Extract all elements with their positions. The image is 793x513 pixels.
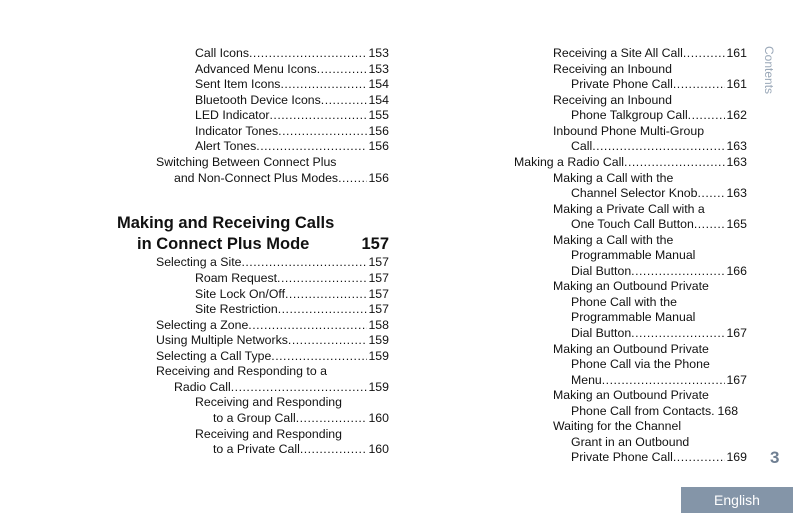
toc-entry-line[interactable]: Receiving an Inbound [553, 62, 672, 76]
toc-entry-line[interactable]: Making an Outbound Private [553, 279, 709, 293]
toc-entry[interactable] [195, 124, 389, 139]
toc-entry-line[interactable]: Making an Outbound Private [553, 342, 709, 356]
toc-entry[interactable] [195, 108, 389, 123]
toc-entry-line[interactable]: Making a Call with the [553, 171, 674, 185]
toc-entry-title: Sent Item Icons [195, 77, 281, 91]
toc-entry[interactable]: Site Lock On/Off ..... 157 [195, 287, 389, 302]
toc-entry-line[interactable]: Making a Private Call with a [553, 202, 705, 216]
toc-entry-title: LED Indicator [195, 108, 270, 122]
toc-entry[interactable]: Dial Button ..... 166 [571, 264, 747, 279]
toc-entry-title: Bluetooth Device Icons [195, 93, 321, 107]
toc-entry-radio[interactable]: Radio Call ..... 159 [174, 380, 389, 395]
toc-entry-switching-line1[interactable]: Switching Between Connect Plus [156, 155, 337, 169]
toc-entry[interactable]: Site Restriction ..... 157 [195, 302, 389, 317]
toc-entry-switching[interactable]: and Non-Connect Plus Modes ..... 156 [174, 171, 389, 186]
toc-entry[interactable] [195, 93, 389, 108]
toc-entry-line[interactable]: Programmable Manual [571, 248, 696, 262]
toc-entry-title: Alert Tones [195, 139, 257, 153]
toc-entry-radio-line1[interactable]: Receiving and Responding to a [156, 364, 327, 378]
toc-entry-page: 154 [368, 93, 389, 107]
toc-entry[interactable]: Channel Selector Knob ..... 163 [571, 186, 747, 201]
toc-entry-page: 154 [368, 77, 389, 91]
toc-entry-line[interactable]: Phone Call via the Phone [571, 357, 710, 371]
toc-entry-line[interactable]: Programmable Manual [571, 310, 696, 324]
toc-entry[interactable]: Selecting a Call Type ..... 159 [156, 349, 389, 364]
toc-entry-private[interactable]: to a Private Call ..... 160 [213, 442, 389, 457]
toc-entry-title: Call Icons [195, 46, 249, 60]
toc-entry-line[interactable]: Inbound Phone Multi-Group [553, 124, 705, 138]
toc-entry[interactable]: Private Phone Call ..... 169 [571, 450, 747, 465]
page-number: 3 [770, 448, 780, 467]
section-title-line1[interactable]: Making and Receiving Calls [117, 214, 335, 232]
toc-entry[interactable]: One Touch Call Button ..... 165 [571, 217, 747, 232]
toc-entry[interactable]: Selecting a Site ..... 157 [156, 255, 389, 270]
toc-entry[interactable]: Phone Call from Contacts. 168 [571, 404, 739, 418]
toc-entry[interactable] [195, 139, 389, 154]
toc-entry[interactable]: Using Multiple Networks ..... 159 [156, 333, 389, 348]
toc-entry[interactable]: Roam Request ..... 157 [195, 271, 389, 286]
toc-entry-page: 153 [368, 46, 389, 60]
toc-entry-line[interactable]: Phone Call with the [571, 295, 677, 309]
toc-entry-title: Indicator Tones [195, 124, 279, 138]
toc-entry-line[interactable]: Making a Call with the [553, 233, 674, 247]
toc-entry[interactable] [195, 77, 389, 92]
toc-entry-page: 153 [368, 62, 389, 76]
section-title-line2[interactable]: in Connect Plus Mode 157 [137, 235, 389, 253]
toc-entry-page: 156 [368, 139, 389, 153]
toc-entry[interactable]: Receiving a Site All Call ..... 161 [553, 46, 747, 61]
toc-entry[interactable]: Making a Radio Call ..... 163 [514, 155, 747, 170]
toc-entry[interactable] [195, 62, 389, 77]
toc-entry-line[interactable]: Grant in an Outbound [571, 435, 690, 449]
toc-entry-page: 155 [368, 108, 389, 122]
toc-entry[interactable] [195, 46, 389, 61]
toc-entry[interactable]: Menu ..... 167 [571, 373, 747, 388]
contents-side-tab[interactable] [762, 46, 786, 106]
toc-entry-title: Advanced Menu Icons [195, 62, 317, 76]
toc-entry[interactable]: Call ..... 163 [571, 139, 747, 154]
toc-entry[interactable]: Selecting a Zone ..... 158 [156, 318, 389, 333]
toc-entry[interactable]: Phone Talkgroup Call ..... 162 [571, 108, 747, 123]
toc-entry-private-line1[interactable]: Receiving and Responding [195, 427, 342, 441]
contents-side-tab-label: Contents [762, 46, 776, 95]
toc-entry-line[interactable]: Waiting for the Channel [553, 419, 682, 433]
toc-entry[interactable]: Dial Button ..... 167 [571, 326, 747, 341]
toc-entry-line[interactable]: Making an Outbound Private [553, 388, 709, 402]
toc-entry-group-line1[interactable]: Receiving and Responding [195, 395, 342, 409]
toc-entry-group[interactable]: to a Group Call ..... 160 [213, 411, 389, 426]
toc-entry-page: 156 [368, 124, 389, 138]
toc-entry[interactable]: Private Phone Call ..... 161 [571, 77, 747, 92]
toc-entry-line[interactable]: Receiving an Inbound [553, 93, 672, 107]
language-tab[interactable]: English [681, 487, 793, 513]
